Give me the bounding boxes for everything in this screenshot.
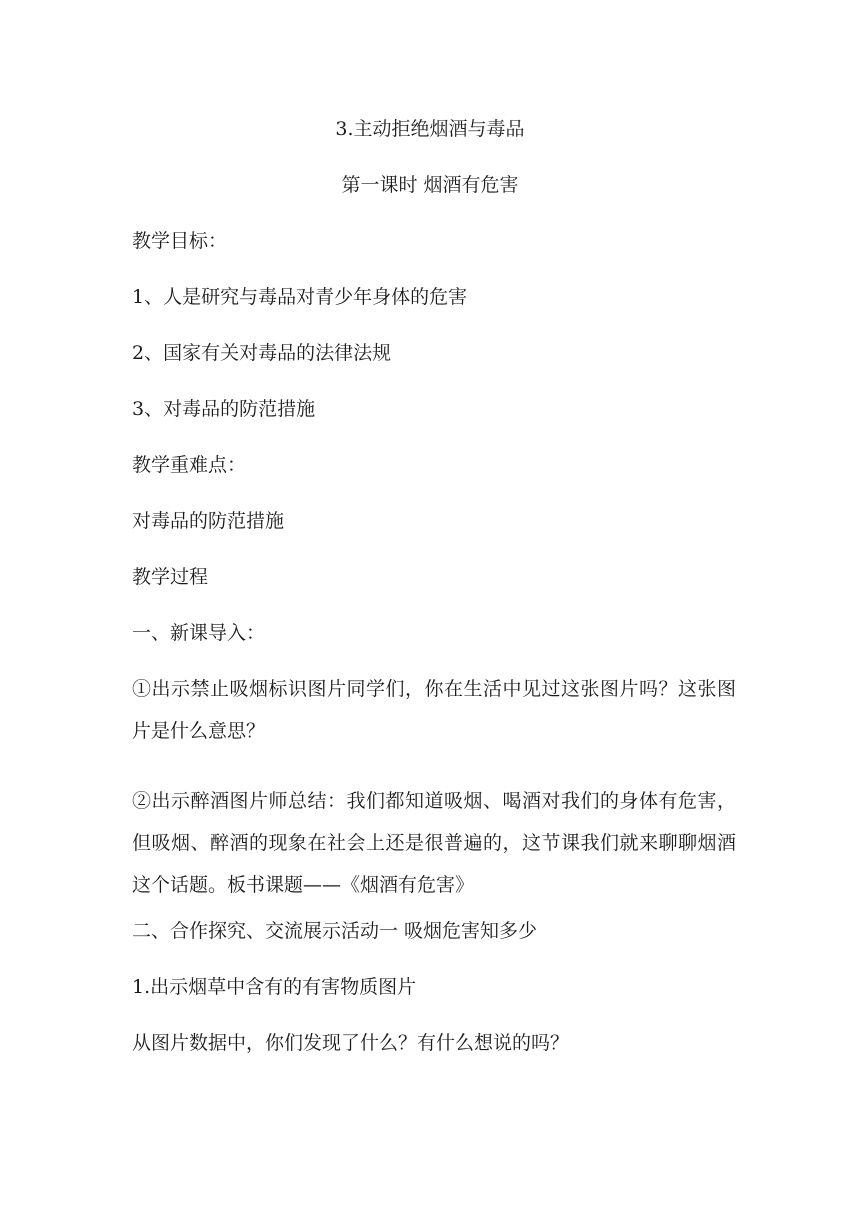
teaching-goal-2: 2、国家有关对毒品的法律法规 [132, 342, 392, 364]
activity-item-1: 1.出示烟草中含有的有害物质图片 [132, 976, 417, 998]
teaching-goals-heading: 教学目标： [132, 230, 228, 252]
teaching-goal-1: 1、人是研究与毒品对青少年身体的危害 [132, 286, 468, 308]
lesson-subtitle: 第一课时 烟酒有危害 [341, 174, 519, 196]
section-2-heading: 二、合作探究、交流展示活动一 吸烟危害知多少 [132, 920, 538, 942]
intro-step-1: ①出示禁止吸烟标识图片同学们，你在生活中见过这张图片吗？这张图片是什么意思？ [132, 678, 736, 742]
document-title: 3.主动拒绝烟酒与毒品 [335, 118, 525, 140]
intro-step-2: ②出示醉酒图片师总结：我们都知道吸烟、喝酒对我们的身体有危害，但吸烟、醉酒的现象在社会上还是很普遍的，这节课我们就来聊聊烟酒这个话题。板书课题——《烟酒有危害》 [132, 790, 736, 896]
key-points-heading: 教学重难点： [132, 454, 247, 476]
section-1-heading: 一、新课导入： [132, 622, 266, 644]
teaching-process-heading: 教学过程 [132, 566, 209, 588]
discussion-question-1: 从图片数据中，你们发现了什么？有什么想说的吗？ [132, 1032, 570, 1054]
key-points-text: 对毒品的防范措施 [132, 510, 285, 532]
teaching-goal-3: 3、对毒品的防范措施 [132, 398, 316, 420]
